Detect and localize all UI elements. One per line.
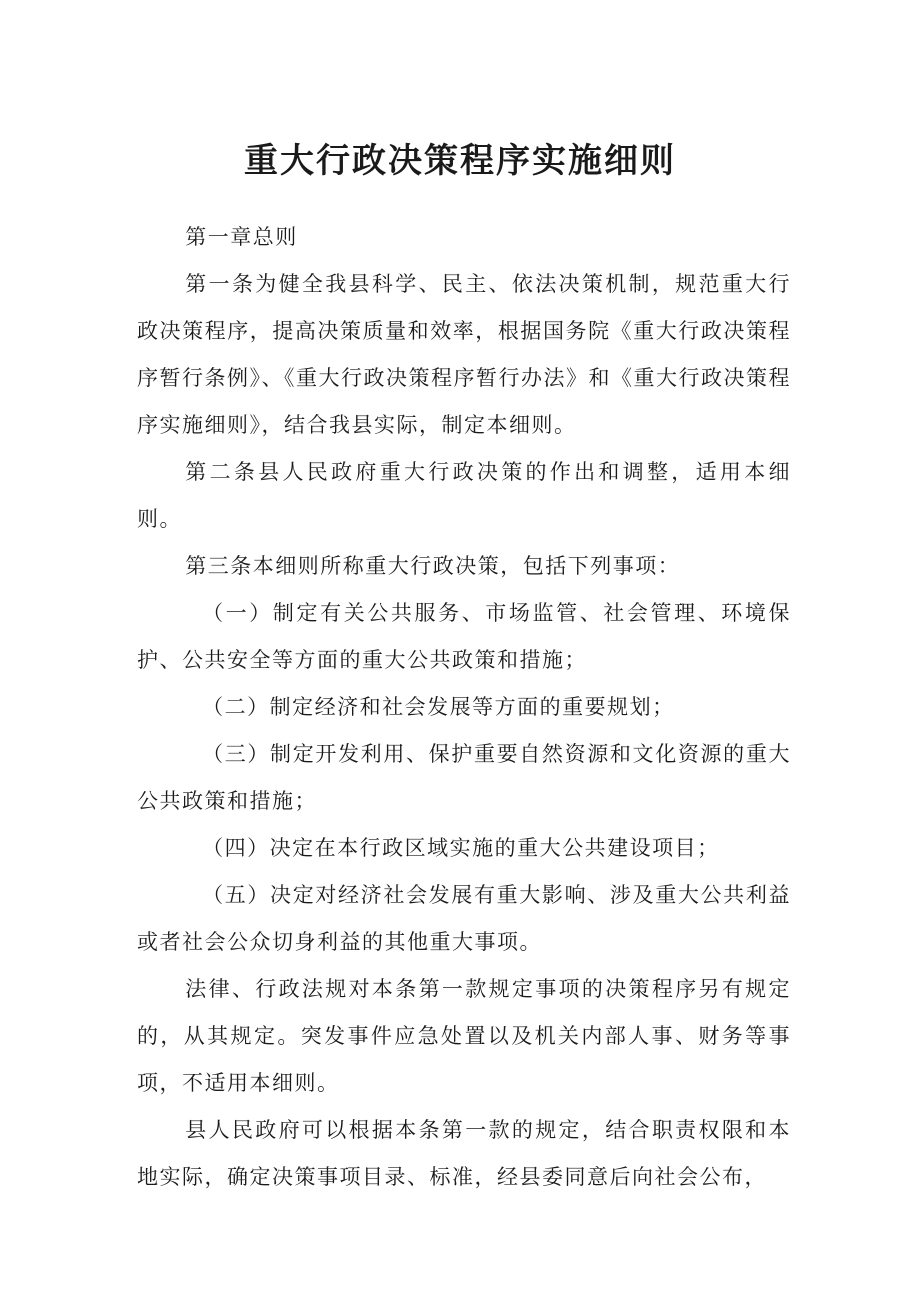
document-title: 重大行政决策程序实施细则: [244, 141, 676, 181]
list-item-2: （二）制定经济和社会发展等方面的重要规划；: [202, 695, 675, 719]
article-2-paragraph: 第二条县人民政府重大行政决策的作出和调整，适用本细则。: [137, 460, 791, 531]
catalog-paragraph: 县人民政府可以根据本条第一款的规定，结合职责权限和本地实际，确定决策事项目录、标准，经县委同意后向社会公布，: [137, 1118, 791, 1189]
chapter-heading: 第一章总则: [185, 225, 298, 249]
list-item-3: （三）制定开发利用、保护重要自然资源和文化资源的重大公共政策和措施；: [137, 742, 791, 813]
list-item-5: （五）决定对经济社会发展有重大影响、涉及重大公共利益或者社会公众切身利益的其他重大事项。: [137, 883, 791, 954]
article-1-paragraph: 第一条为健全我县科学、民主、依法决策机制，规范重大行政决策程序，提高决策质量和效率，根据国务院《重大行政决策程序暂行条例》、《重大行政决策程序暂行办法》和《重大行政决策程序实施细则》，结合我县实际，制定本细则。: [137, 272, 791, 437]
list-item-4: （四）决定在本行政区域实施的重大公共建设项目；: [202, 836, 720, 860]
exception-paragraph: 法律、行政法规对本条第一款规定事项的决策程序另有规定的，从其规定。突发事件应急处置以及机关内部人事、财务等事项，不适用本细则。: [137, 977, 791, 1095]
article-3-paragraph: 第三条本细则所称重大行政决策，包括下列事项：: [185, 554, 681, 578]
document-body: [137, 214, 791, 1201]
list-item-1: （一）制定有关公共服务、市场监管、社会管理、环境保护、公共安全等方面的重大公共政策和措施；: [137, 601, 791, 672]
